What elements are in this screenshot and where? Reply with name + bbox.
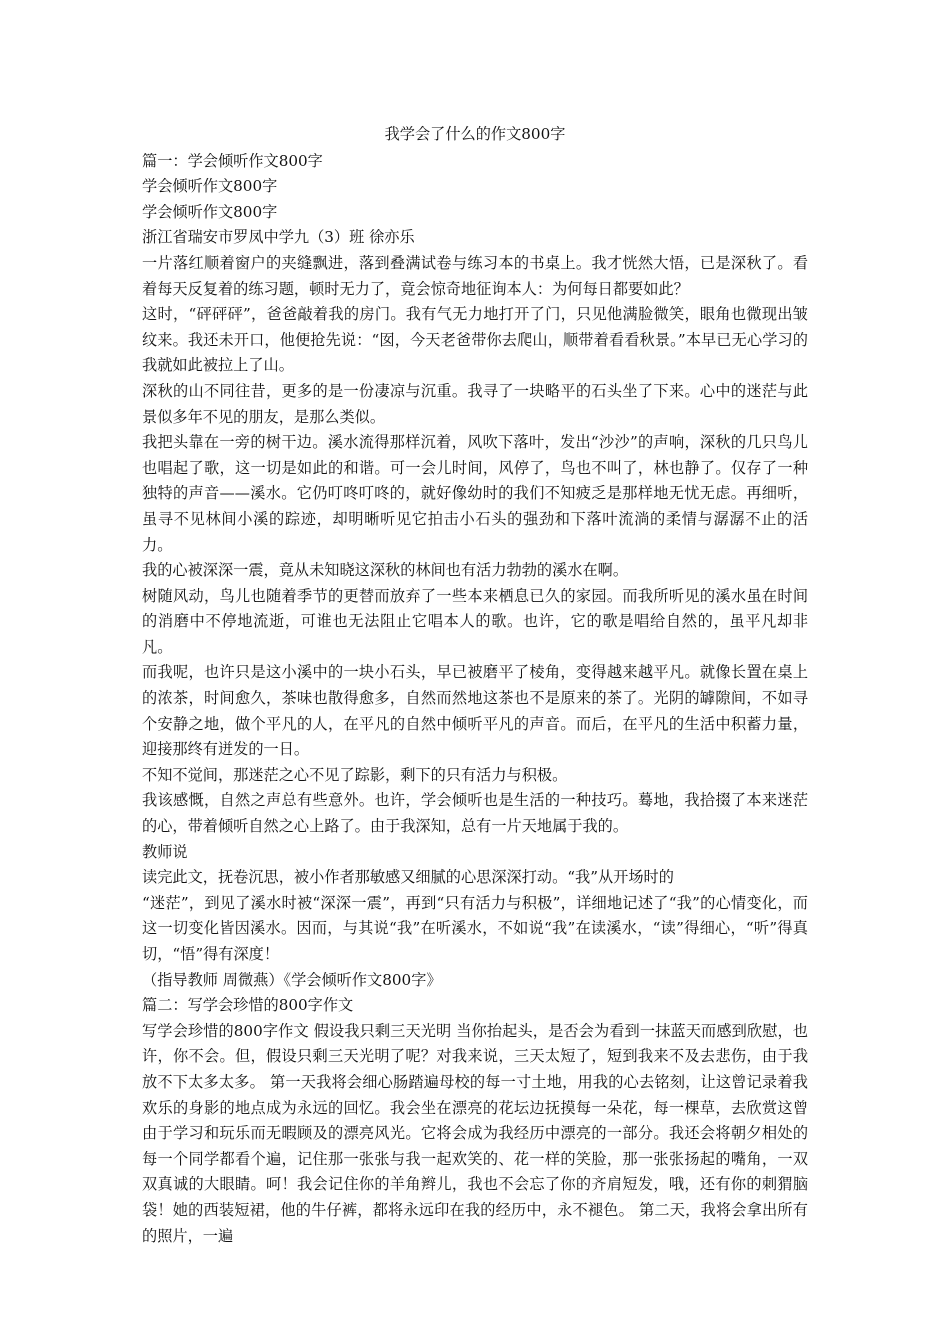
teacher-credit: （指导教师 周微燕）《学会倾听作文800字》	[142, 970, 442, 989]
paragraph: 树随风动，鸟儿也随着季节的更替而放弃了一些本来栖息已久的家园。而我所听见的溪水虽在时间的消磨中不停地流逝，可谁也无法阻止它唱本人的歌。也许，它的歌是唱给自然的，虽平凡却非凡。	[142, 586, 808, 656]
essay-subtitle: 学会倾听作文800字	[142, 202, 278, 221]
section-heading-2: 篇二：写学会珍惜的800字作文	[142, 996, 354, 1015]
author-line: 浙江省瑞安市罗凤中学九（3）班 徐亦乐	[142, 228, 415, 247]
paragraph: 我该感慨，自然之声总有些意外。也许，学会倾听也是生活的一种技巧。蓦地，我拾掇了本来迷茫的心，带着倾听自然之心上路了。由于我深知，总有一片天地属于我的。	[142, 791, 808, 836]
teacher-comment-heading: 教师说	[142, 842, 188, 861]
paragraph: 深秋的山不同往昔，更多的是一份凄凉与沉重。我寻了一块略平的石头坐了下来。心中的迷茫与此景似多年不见的朋友，是那么类似。	[142, 381, 808, 426]
paragraph: 这时，“砰砰砰”，爸爸敲着我的房门。我有气无力地打开了门，只见他满脸微笑，眼角也微现出皱纹来。我还未开口，他便抢先说：“囡，今天老爸带你去爬山，顺带着看看秋景。”本早已无心学习的我就如此被拉上了山。	[142, 305, 808, 375]
section-heading: 篇一：学会倾听作文800字	[142, 151, 323, 170]
document-title: 我学会了什么的作文800字	[384, 125, 566, 143]
paragraph: 我的心被深深一震，竟从未知晓这深秋的林间也有活力勃勃的溪水在啊。	[142, 561, 628, 580]
teacher-comment-line: 读完此文，抚卷沉思，被小作者那敏感又细腻的心思深深打动。“我”从开场时的	[142, 868, 674, 887]
paragraph: 一片落红顺着窗户的夹缝飘进，落到叠满试卷与练习本的书桌上。我才恍然大悟，已是深秋了。看着每天反复着的练习题，顿时无力了，竟会惊奇地征询本人：为何每日都要如此？	[142, 253, 808, 298]
paragraph: 而我呢，也许只是这小溪中的一块小石头，早已被磨平了棱角，变得越来越平凡。就像长置在桌上的浓茶，时间愈久，茶味也散得愈多，自然而然地这茶也不是原来的茶了。光阴的罅隙间，不如寻个安静之地，做个平凡的人，在平凡的自然中倾听平凡的声音。而后，在平凡的生活中积蓄力量，迎接那终有迸发的一日。	[142, 663, 808, 759]
paragraph: 我把头靠在一旁的树干边。溪水流得那样沉着，风吹下落叶，发出“沙沙”的声响，深秋的几只鸟儿也唱起了歌，这一切是如此的和谐。可一会儿时间，风停了，鸟也不叫了，林也静了。仅存了一种独特的声音——溪水。它仍叮咚叮咚的，就好像幼时的我们不知疲乏是那样地无忧无虑。再细听，虽寻不见林间小溪的踪迹，却明晰听见它拍击小石头的强劲和下落叶流淌的柔情与潺潺不止的活力。	[142, 433, 808, 554]
paragraph: 写学会珍惜的800字作文 假设我只剩三天光明 当你抬起头，是否会为看到一抹蓝天而感到欣慰，也许，你不会。但，假设只剩三天光明了呢？对我来说，三天太短了，短到我来不及去悲伤，由于我放不下太多太多。 第一天我将会细心肠踏遍母校的每一寸土地，用我的心去铭刻，让这曾记录着我欢乐的身影的地点成为永远的回忆。我会坐在漂亮的花坛边抚摸每一朵花，每一棵草，去欣赏这曾由于学习和玩乐而无暇顾及的漂亮风光。它将会成为我经历中漂亮的一部分。我还会将朝夕相处的每一个同学都看个遍，记住那一张张与我一起欢笑的、花一样的笑脸，那一张张扬起的嘴角，一双双真诚的大眼睛。呵！我会记住你的羊角辫儿，我也不会忘了你的齐肩短发，哦，还有你的刺猬脑袋！她的西装短裙，他的牛仔裤，都将永远印在我的经历中，永不褪色。 第二天，我将会拿出所有的照片，一遍	[142, 1021, 808, 1245]
essay-title: 学会倾听作文800字	[142, 177, 278, 196]
paragraph: 不知不觉间，那迷茫之心不见了踪影，剩下的只有活力与积极。	[142, 765, 568, 784]
teacher-comment: “迷茫”，到见了溪水时被“深深一震”，再到“只有活力与积极”，详细地记述了“我”的心情变化，而这一切变化皆因溪水。因而，与其说“我”在听溪水，不如说“我”在读溪水，“读”得细心，“听”得真切，“悟”得有深度！	[142, 893, 808, 963]
